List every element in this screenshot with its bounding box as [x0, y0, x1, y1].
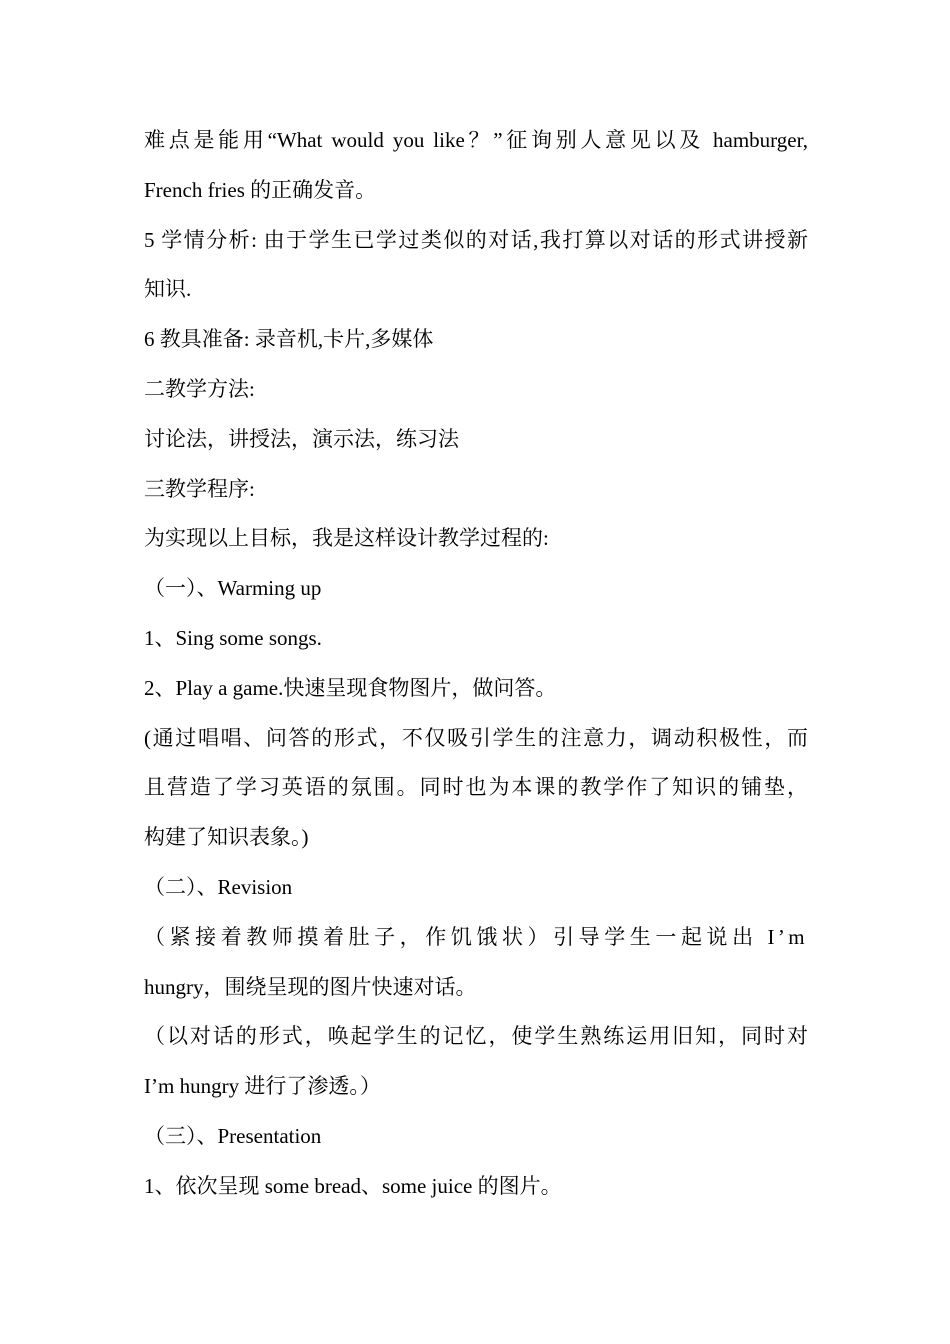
text-line-note-2: 且营造了学习英语的氛围。同时也为本课的教学作了知识的铺垫， — [144, 775, 808, 800]
text-line-revision-2: hungry，围绕呈现的图片快速对话。 — [144, 974, 477, 999]
text-line-procedure-intro: 为实现以上目标，我是这样设计教学过程的: — [144, 526, 549, 551]
list-item-show-pictures: 1、依次呈现 some bread、some juice 的图片。 — [144, 1173, 562, 1198]
text-line-difficulty: 难点是能用“What would you like？”征询别人意见以及 hamburger, — [144, 128, 808, 152]
text-line-note-3: 构建了知识表象。) — [144, 825, 309, 850]
list-item-sing-songs: 1、Sing some songs. — [144, 625, 322, 650]
text-line-note-1: (通过唱唱、问答的形式，不仅吸引学生的注意力，调动积极性，而 — [144, 725, 808, 750]
section-heading-teaching-procedure: 三教学程序: — [144, 476, 255, 501]
subheading-warming-up: （一）、Warming up — [144, 576, 322, 601]
text-line-pronunciation: French fries 的正确发音。 — [144, 177, 377, 202]
text-line-revision-note-1: （以对话的形式，唤起学生的记忆，使学生熟练运用旧知，同时对 — [144, 1024, 808, 1049]
text-line-revision-note-2: I’m hungry 进行了渗透。） — [144, 1074, 381, 1099]
list-item-play-game: 2、Play a game.快速呈现食物图片，做问答。 — [144, 675, 557, 700]
text-line-student-analysis-cont: 知识. — [144, 277, 192, 302]
text-line-teaching-aids: 6 教具准备: 录音机,卡片,多媒体 — [144, 327, 434, 352]
text-line-methods: 讨论法，讲授法，演示法，练习法 — [144, 426, 459, 451]
text-line-student-analysis: 5 学情分析: 由于学生已学过类似的对话,我打算以对话的形式讲授新 — [144, 227, 808, 252]
subheading-revision: （二）、Revision — [144, 874, 293, 899]
document-body — [144, 116, 808, 1212]
text-line-revision-1: （紧接着教师摸着肚子，作饥饿状）引导学生一起说出 I’m — [144, 924, 808, 949]
subheading-presentation: （三）、Presentation — [144, 1123, 322, 1148]
section-heading-teaching-methods: 二教学方法: — [144, 376, 255, 401]
